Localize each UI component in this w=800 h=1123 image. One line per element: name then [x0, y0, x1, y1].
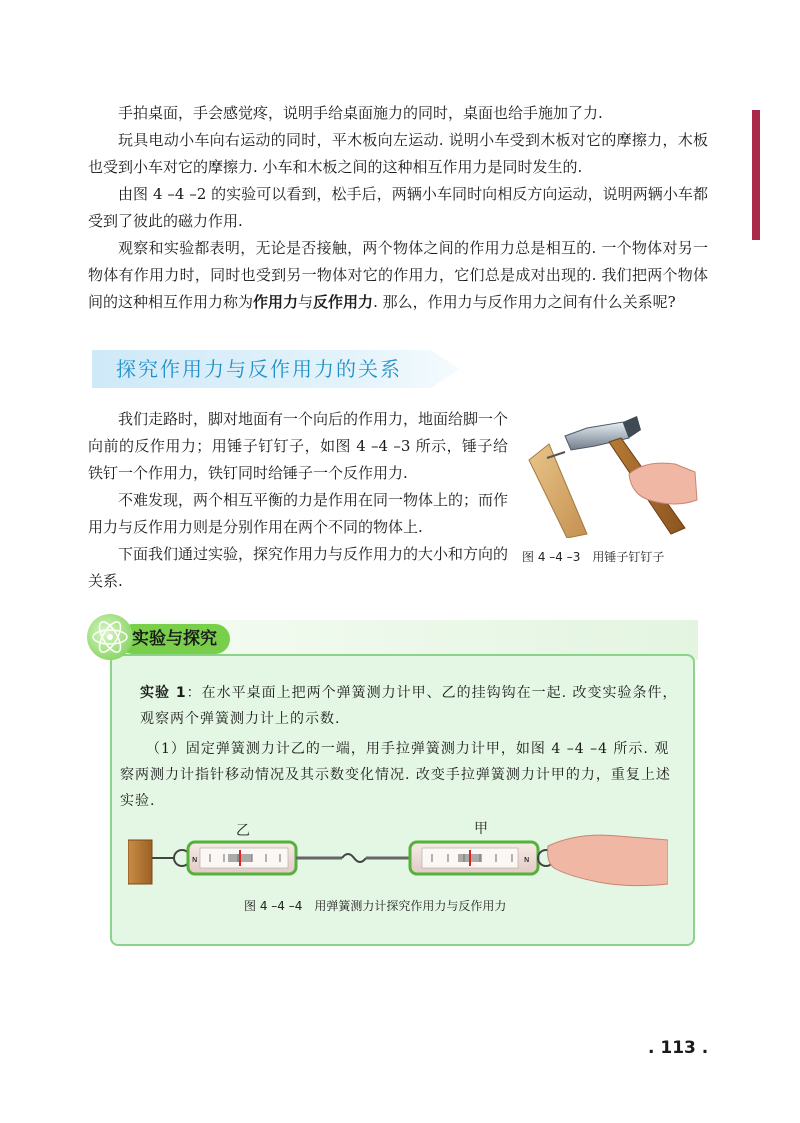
term-reaction-force: 反作用力 [313, 293, 374, 311]
paragraph-4-a: 观察和实验都表明，无论是否接触，两个物体之间的作用力总是相互的. 一个物体对另一物体有作用力时，同时也受到另一物体对它的作用力，它们总是成对出现的. 我们把两个物体间的这种相互作用力称为 [88, 239, 708, 311]
paragraph-4 [88, 235, 708, 316]
scale-label-jia: 甲 [474, 821, 488, 837]
side-marker-bar [752, 110, 760, 240]
atom-icon [87, 614, 133, 660]
wall-block [128, 840, 152, 884]
section-title: 探究作用力与反作用力的关系 [116, 357, 402, 381]
scale-yi-unit: N [192, 856, 198, 864]
column-paragraph-1: 我们走路时，脚对地面有一个向后的作用力，地面给脚一个向前的反作用力；用锤子钉钉子，如图 4 –4 –3 所示，锤子给铁钉一个作用力，铁钉同时给锤子一个反作用力. [88, 410, 509, 482]
paragraph-2: 玩具电动小车向右运动的同时，平木板向左运动. 说明小车受到木板对它的摩擦力，木板也受到小车对它的摩擦力. 小车和木板之间的这种相互作用力是同时发生的. [88, 131, 708, 176]
wood-board [529, 444, 587, 538]
experiment-1-step-1: （1）固定弹簧测力计乙的一端，用手拉弹簧测力计甲，如图 4 –4 –4 所示. 观察两测力计指针移动情况及其示数变化情况. 改变手拉弹簧测力计甲的力，重复上述实验. [120, 741, 671, 809]
atom-orbits [87, 614, 133, 660]
paragraph-3: 由图 4 –4 –2 的实验可以看到，松手后，两辆小车同时向相反方向运动，说明两辆小车都受到了彼此的磁力作用. [88, 185, 708, 230]
scale-label-yi: 乙 [236, 823, 250, 839]
page-number: . 113 . [648, 1038, 709, 1058]
hammer-nail-figure [525, 408, 700, 538]
paragraph-4-b: . 那么，作用力与反作用力之间有什么关系呢? [373, 293, 676, 311]
experiment-1-body: ：在水平桌面上把两个弹簧测力计甲、乙的挂钩钩在一起. 改变实验条件，观察两个弹簧测力计上的示数. [140, 685, 678, 727]
column-paragraph-3: 下面我们通过实验，探究作用力与反作用力的大小和方向的关系. [88, 545, 509, 590]
hand [629, 463, 697, 504]
column-paragraph-2: 不难发现，两个相互平衡的力是作用在同一物体上的；而作用力与反作用力则是分别作用在两个不同的物体上. [88, 491, 509, 536]
experiment-header-label: 实验与探究 [132, 629, 217, 649]
experiment-1-label: 实验 1 [140, 685, 187, 701]
pulling-hand [548, 835, 668, 885]
experiment-1-text [140, 680, 680, 732]
hooks-linked [342, 854, 366, 862]
term-action-force: 作用力 [253, 293, 299, 311]
figure-4-4-4-caption: 图 4 –4 –4 用弹簧测力计探究作用力与反作用力 [244, 899, 507, 913]
spring-scales-figure [128, 832, 668, 892]
paragraph-1: 手拍桌面，手会感觉疼，说明手给桌面施力的同时，桌面也给手施加了力. [118, 104, 603, 122]
paragraph-4-and: 与 [298, 293, 314, 311]
scale-jia-unit: N [524, 856, 530, 864]
figure-4-4-3-caption: 图 4 –4 –3 用锤子钉钉子 [522, 550, 665, 564]
